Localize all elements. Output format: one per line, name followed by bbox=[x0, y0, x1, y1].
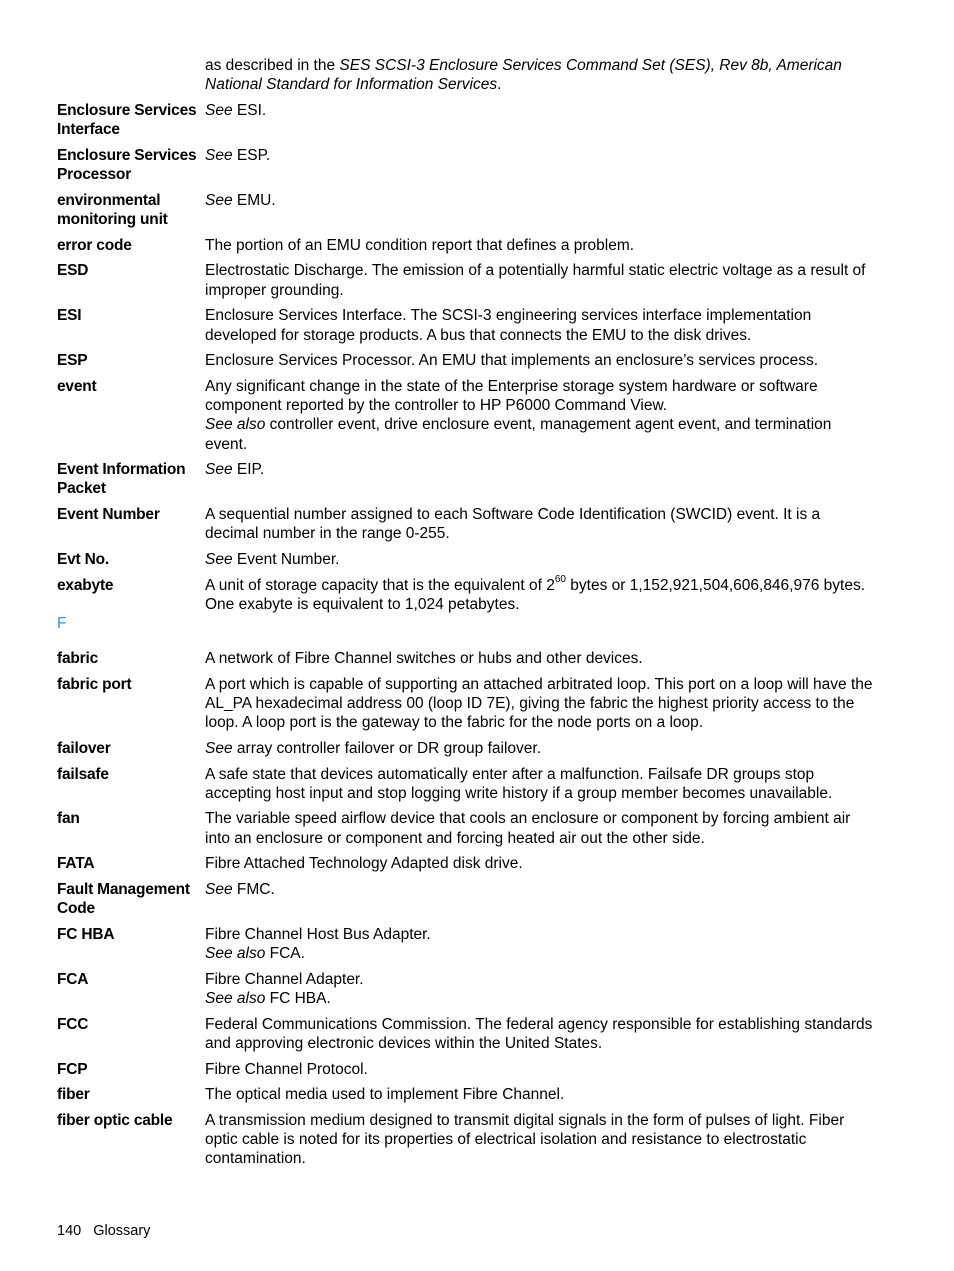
definition bbox=[205, 460, 877, 498]
page-number: 140 bbox=[57, 1223, 82, 1239]
glossary-entry bbox=[57, 739, 877, 758]
term-fcc: FCC bbox=[57, 1015, 89, 1033]
definition bbox=[205, 146, 877, 184]
see-label: See bbox=[205, 881, 233, 899]
intro-paragraph bbox=[205, 56, 875, 94]
glossary-entry bbox=[57, 809, 877, 847]
glossary-entry bbox=[57, 1085, 877, 1104]
definition bbox=[205, 236, 877, 255]
glossary-entry bbox=[57, 306, 877, 344]
definition-text: controller event, drive enclosure event, management agent event, and termination event. bbox=[205, 416, 832, 453]
definition-text: FCA. bbox=[269, 945, 305, 963]
term-fca: FCA bbox=[57, 970, 89, 988]
see-label: See bbox=[205, 102, 233, 119]
definition-text: A unit of storage capacity that is the equivalent of 2 bbox=[205, 576, 555, 594]
term-enclosure-services-interface: Enclosure Services Interface bbox=[57, 102, 197, 139]
glossary-entry bbox=[57, 970, 877, 1008]
definition-text: Any significant change in the state of the Enterprise storage system hardware or software component reported by the controller to HP P6000 Command View. bbox=[205, 377, 818, 415]
definition bbox=[205, 739, 877, 758]
definition-line bbox=[205, 880, 877, 899]
term-error-code: error code bbox=[57, 236, 132, 254]
term-environmental-monitoring-unit: environmental monitoring unit bbox=[57, 191, 168, 229]
definition bbox=[205, 970, 877, 1008]
term-fabric: fabric bbox=[57, 650, 99, 667]
definition-line bbox=[205, 505, 877, 543]
see-label: See bbox=[205, 551, 233, 569]
definition-line bbox=[205, 351, 877, 370]
intro-suffix: . bbox=[497, 76, 502, 93]
definition-text: Fibre Channel Host Bus Adapter. bbox=[205, 925, 431, 943]
definition-line bbox=[205, 765, 877, 803]
definition-text: Fibre Channel Adapter. bbox=[205, 970, 364, 988]
definition-line bbox=[205, 739, 877, 758]
term-esi: ESI bbox=[57, 307, 82, 325]
definition-text: Electrostatic Discharge. The emission of a potentially harmful static electric voltage as a result of improper grounding. bbox=[205, 262, 866, 299]
definition bbox=[205, 101, 877, 139]
definition-text: The optical media used to implement Fibre Channel. bbox=[205, 1086, 565, 1104]
definition-text: Enclosure Services Processor. An EMU that implements an enclosure’s services process. bbox=[205, 352, 819, 370]
definition-line bbox=[205, 306, 877, 344]
glossary-entry bbox=[57, 925, 877, 963]
definition-line bbox=[205, 1060, 877, 1079]
definition bbox=[205, 191, 877, 229]
definition-line bbox=[205, 1015, 877, 1053]
see-label: See bbox=[205, 461, 233, 479]
term-enclosure-services-processor: Enclosure Services Processor bbox=[57, 146, 197, 184]
term-fata: FATA bbox=[57, 855, 95, 873]
term-event-number: Event Number bbox=[57, 506, 160, 524]
definition bbox=[205, 351, 877, 370]
glossary-entry bbox=[57, 765, 877, 803]
definition-text: ESP. bbox=[236, 146, 271, 164]
term-esp: ESP bbox=[57, 352, 88, 370]
definition-text: Fibre Channel Protocol. bbox=[205, 1060, 368, 1078]
definition-line bbox=[205, 809, 877, 847]
definition-text: A network of Fibre Channel switches or hubs and other devices. bbox=[205, 650, 643, 667]
term-fan: fan bbox=[57, 810, 80, 828]
definition-line bbox=[205, 573, 877, 614]
definition-line bbox=[205, 925, 877, 944]
page-footer bbox=[57, 1222, 150, 1240]
definition-text: The portion of an EMU condition report that defines a problem. bbox=[205, 236, 635, 254]
definition-line bbox=[205, 944, 877, 963]
definition-text: The variable speed airflow device that cools an enclosure or component by forcing ambient air into an enclosure or component and forcing heated air out the other side. bbox=[205, 810, 851, 847]
definition-text: A sequential number assigned to each Software Code Identification (SWCID) event. It is a decimal number in the range 0-255. bbox=[205, 506, 821, 543]
see-label: See bbox=[205, 191, 233, 209]
definition bbox=[205, 573, 877, 614]
definition bbox=[205, 377, 877, 454]
glossary-entry bbox=[57, 880, 877, 918]
definition bbox=[205, 925, 877, 963]
definition-text: Federal Communications Commission. The federal agency responsible for establishing standards and approving electronic devices within the United States. bbox=[205, 1015, 873, 1052]
definition-line bbox=[205, 970, 877, 989]
glossary-entry bbox=[57, 261, 877, 299]
term-esd: ESD bbox=[57, 262, 89, 280]
definition bbox=[205, 1015, 877, 1053]
definition-line bbox=[205, 261, 877, 299]
definition-text: FC HBA. bbox=[269, 990, 331, 1008]
term-fiber: fiber bbox=[57, 1086, 90, 1104]
definition-line bbox=[205, 415, 877, 453]
glossary-entry bbox=[57, 191, 877, 229]
glossary-entry bbox=[57, 1111, 877, 1169]
term-fabric-port: fabric port bbox=[57, 675, 132, 693]
definition-line bbox=[205, 854, 877, 873]
glossary-entry bbox=[57, 377, 877, 454]
definition-text: Fibre Attached Technology Adapted disk drive. bbox=[205, 855, 523, 873]
definition-text: Enclosure Services Interface. The SCSI-3 engineering services interface implementation developed for storage products. A bus that connects the EMU to the disk drives. bbox=[205, 307, 812, 344]
definition-text: EMU. bbox=[236, 191, 276, 209]
definition bbox=[205, 854, 877, 873]
term-event: event bbox=[57, 377, 97, 395]
definition-line bbox=[205, 675, 877, 733]
term-fc-hba: FC HBA bbox=[57, 925, 115, 943]
definition-text: ESI. bbox=[236, 102, 267, 119]
definition bbox=[205, 1060, 877, 1079]
definition-line bbox=[205, 236, 877, 255]
glossary-entry bbox=[57, 1015, 877, 1053]
see-label: See bbox=[205, 739, 233, 757]
definition bbox=[205, 649, 877, 668]
definition bbox=[205, 505, 877, 543]
term-event-information-packet: Event Information Packet bbox=[57, 461, 186, 498]
glossary-entry bbox=[57, 550, 877, 569]
see-also-label: See also bbox=[205, 945, 266, 963]
definition-line bbox=[205, 550, 877, 569]
term-exabyte: exabyte bbox=[57, 576, 114, 594]
definition-line bbox=[205, 377, 877, 415]
definition bbox=[205, 1111, 877, 1169]
term-fault-management-code: Fault Management Code bbox=[57, 881, 190, 918]
intro-prefix: as described in the bbox=[205, 57, 340, 74]
definition-text: A port which is capable of supporting an attached arbitrated loop. This port on a loop will have the AL_PA hexadecimal address 00 (loop ID 7E), giving the fabric the highest priority access to the loop. A loop port is the gateway to the fabric for the node ports on a loop. bbox=[205, 675, 873, 732]
glossary-entry bbox=[57, 351, 877, 370]
definition-text: EIP. bbox=[236, 461, 265, 479]
definition-text: FMC. bbox=[236, 881, 275, 899]
glossary-section-f bbox=[57, 649, 877, 1175]
definition-line bbox=[205, 989, 877, 1008]
definition bbox=[205, 880, 877, 918]
term-fiber-optic-cable: fiber optic cable bbox=[57, 1112, 173, 1130]
glossary-section-e bbox=[57, 101, 877, 621]
glossary-entry bbox=[57, 146, 877, 184]
term-failsafe: failsafe bbox=[57, 765, 109, 783]
glossary-entry bbox=[57, 573, 877, 614]
definition bbox=[205, 675, 877, 733]
section-heading-f: F bbox=[57, 615, 67, 632]
definition-line bbox=[205, 460, 877, 479]
glossary-entry bbox=[57, 1060, 877, 1079]
glossary-entry bbox=[57, 675, 877, 733]
definition-line bbox=[205, 1085, 877, 1104]
definition-text-continued: bytes or 1,152,921,504,606,846,976 bytes. One exabyte is equivalent to 1,024 petabytes. bbox=[205, 576, 866, 613]
definition bbox=[205, 1085, 877, 1104]
footer-section-title: Glossary bbox=[93, 1223, 151, 1239]
intro-reference: SES SCSI-3 Enclosure Services Command Set (SES), Rev 8b, American National Standard for Information Services bbox=[205, 57, 842, 93]
definition bbox=[205, 306, 877, 344]
definition bbox=[205, 765, 877, 803]
definition bbox=[205, 550, 877, 569]
glossary-entry bbox=[57, 854, 877, 873]
definition-text: array controller failover or DR group failover. bbox=[236, 739, 542, 757]
definition bbox=[205, 261, 877, 299]
definition-text: A transmission medium designed to transmit digital signals in the form of pulses of light. Fiber optic cable is noted for its properties of electrical isolation and resistance to electrostatic contamination. bbox=[205, 1112, 845, 1168]
see-also-label: See also bbox=[205, 416, 266, 434]
definition-line bbox=[205, 649, 877, 668]
definition-text: A safe state that devices automatically enter after a malfunction. Failsafe DR groups stop accepting host input and stop logging write history if a group member becomes unavailable. bbox=[205, 765, 833, 802]
definition-line bbox=[205, 191, 877, 210]
term-fcp: FCP bbox=[57, 1060, 88, 1078]
glossary-entry bbox=[57, 649, 877, 668]
glossary-entry bbox=[57, 505, 877, 543]
definition bbox=[205, 809, 877, 847]
superscript-exponent: 60 bbox=[554, 573, 566, 585]
see-also-label: See also bbox=[205, 990, 266, 1008]
glossary-entry bbox=[57, 101, 877, 139]
definition-text: Event Number. bbox=[236, 551, 340, 569]
see-label: See bbox=[205, 146, 233, 164]
glossary-entry bbox=[57, 460, 877, 498]
definition-line bbox=[205, 146, 877, 165]
term-failover: failover bbox=[57, 739, 111, 757]
definition-line bbox=[205, 101, 877, 120]
term-evt-no: Evt No. bbox=[57, 551, 109, 569]
definition-line bbox=[205, 1111, 877, 1169]
glossary-entry bbox=[57, 236, 877, 255]
